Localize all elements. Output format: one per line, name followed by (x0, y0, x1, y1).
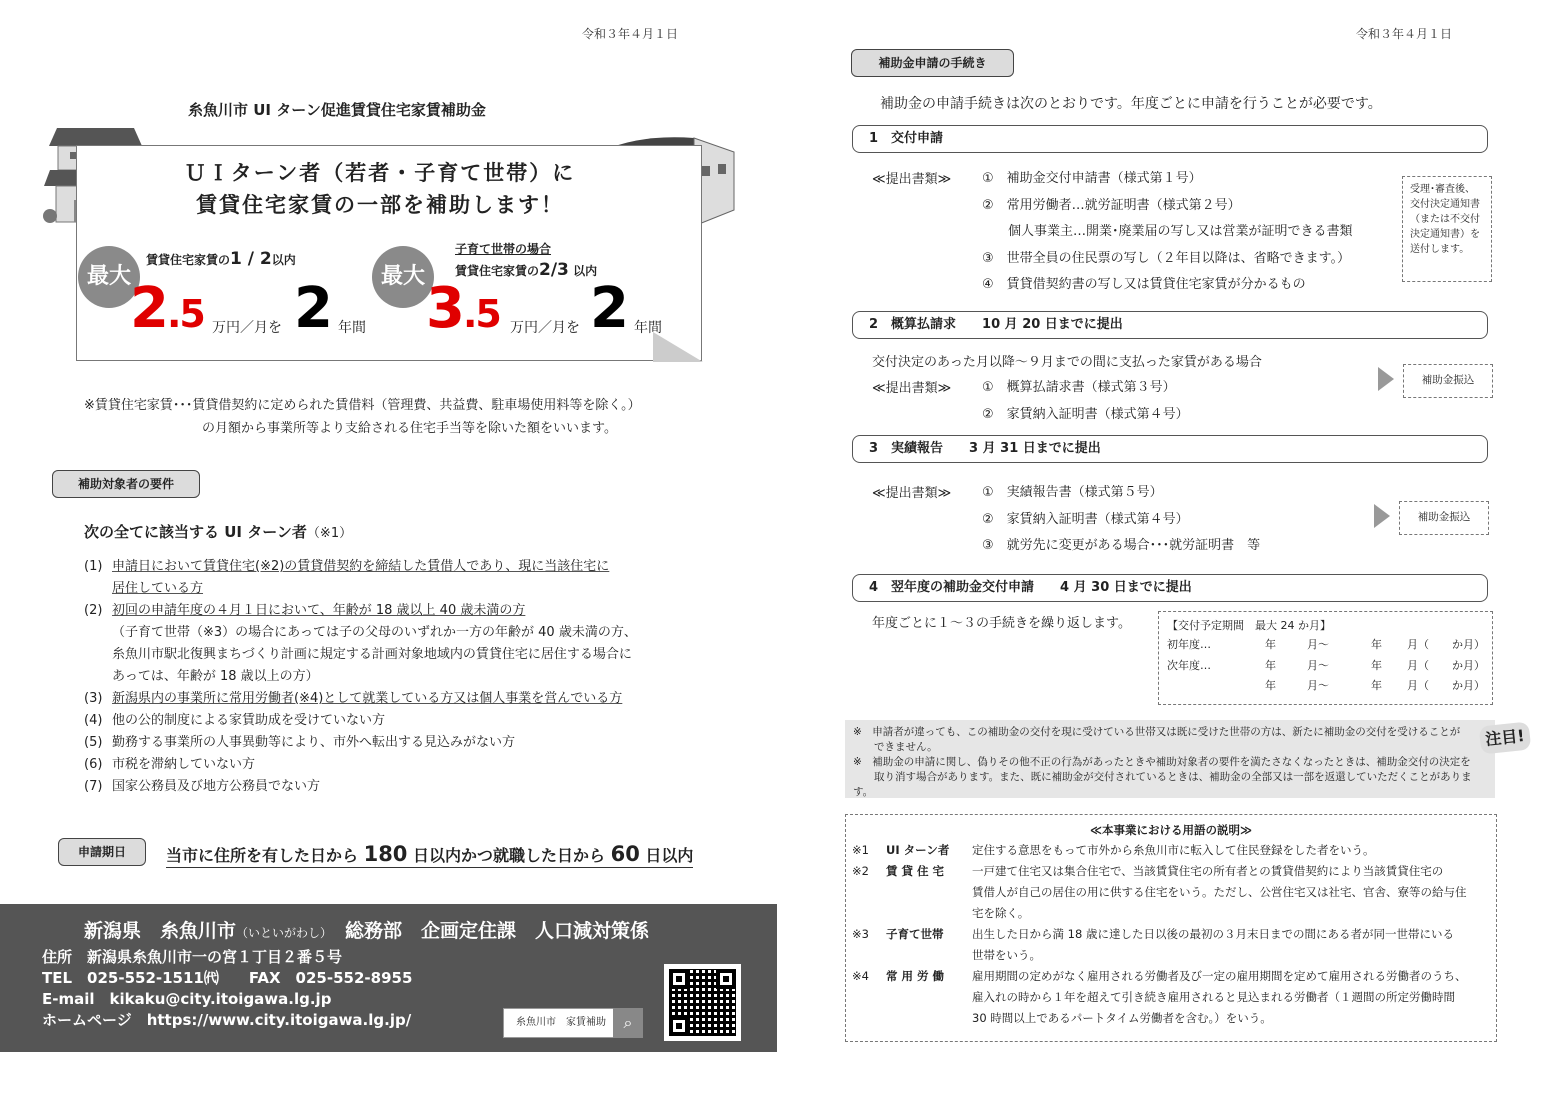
contact-footer (0, 904, 777, 1052)
banner-headline-1: ＵＩターン者（若者・子育て世帯）に (184, 161, 576, 185)
glossary-term-name: 常 用 労 働 (886, 969, 945, 983)
requirements-heading: 次の全てに該当する UI ターン者（※1） (84, 523, 353, 541)
glossary-line: 世帯をいう。 (972, 948, 1041, 962)
requirements-pill: 補助対象者の要件 (52, 470, 200, 498)
requirement-item (84, 688, 704, 710)
requirement-number: (2) (84, 603, 103, 618)
step-3-docs-label: ≪提出書類≫ (872, 486, 952, 501)
requirement-number: (5) (84, 735, 103, 750)
footer-homepage[interactable]: ホームページ https://www.city.itoigawa.lg.jp/ (42, 1011, 412, 1029)
glossary-number: ※4 (852, 969, 869, 983)
period-cell: か月） (1452, 658, 1485, 672)
warning-1a: ※ 申請者が違っても、この補助金の交付を現に受けている世帯又は既に受けた世帯の方は、新たに補助金の交付を受けることが (853, 726, 1461, 738)
period-cell: 年 (1265, 658, 1276, 672)
requirement-number: (4) (84, 713, 103, 728)
right-unit: 万円／月を (510, 320, 580, 336)
glossary-line: 出生した日から満 18 歳に達した日以後の最初の３月末日までの間にある者が同一世帯にいる (972, 927, 1454, 941)
max-badge-right: 最大 (372, 246, 434, 308)
requirement-item (84, 666, 704, 688)
period-cell: 次年度… (1167, 658, 1211, 672)
search-text: 糸魚川市 家賃補助 (516, 1017, 606, 1028)
warning-2a: ※ 補助金の申請に関し、偽りその他不正の行為があったときや補助対象者の要件を満たさなくなったときは、補助金交付の決定を (853, 756, 1471, 768)
requirement-item (84, 622, 704, 644)
glossary-list (852, 840, 1492, 1029)
document-item: ② 家賃納入証明書（様式第４号） (982, 511, 1189, 527)
grant-period-box (1158, 611, 1493, 705)
arrow-right-icon (1378, 367, 1394, 391)
warning-1b: できません。 (853, 741, 938, 753)
requirement-text: 国家公務員及び地方公務員でない方 (112, 779, 321, 794)
requirement-number: (6) (84, 757, 103, 772)
period-cell: か月） (1452, 679, 1485, 692)
requirements-list (84, 556, 704, 798)
document-item: 個人事業主…開業･廃業届の写し又は営業が証明できる書類 (982, 224, 1353, 239)
glossary-definition (972, 861, 1467, 924)
period-cell: 月～ (1307, 679, 1329, 692)
period-row (1167, 634, 1484, 655)
banner-headline-2: 賃貸住宅家賃の一部を補助します！ (196, 193, 564, 217)
qr-eye (669, 1016, 689, 1036)
glossary-term-name: UI ターン者 (886, 843, 950, 857)
requirement-text: 初回の申請年度の４月１日において、年齢が 18 歳以上 40 歳未満の方 (112, 603, 526, 618)
requirement-text: 糸魚川市駅北復興まちづくり計画に規定する計画対象地域内の賃貸住宅に居住する場合に (112, 647, 632, 662)
step-3-docs (982, 480, 1260, 560)
requirement-text: 新潟県内の事業所に常用労働者(※4)として就業している方又は個人事業を営んでいる方 (112, 691, 623, 706)
requirement-number: (3) (84, 691, 103, 706)
glossary-term (852, 840, 1492, 861)
document-item: ① 補助金交付申請書（様式第１号） (982, 171, 1202, 186)
requirement-text: 申請日において賃貸住宅(※2)の賃貸借契約を締結した賃借人であり、現に当該住宅に (112, 559, 610, 574)
step-4-repeat: 年度ごとに１～３の手続きを繰り返します。 (872, 616, 1131, 631)
document-item: ① 概算払請求書（様式第３号） (982, 380, 1176, 395)
main-title: 糸魚川市 UI ターン促進賃貸住宅家賃補助金 (188, 101, 486, 119)
requirement-item (84, 732, 704, 754)
footer-org: 新潟県 糸魚川市（いといがわし） 総務部 企画定住課 人口減対策係 (84, 920, 650, 942)
warning-box (845, 720, 1495, 798)
glossary-line: 雇用期間の定めがなく雇用される労働者及び一定の雇用期間を定めて雇用される労働者のうち、 (972, 969, 1467, 983)
left-desc: 賃貸住宅家賃の1 / 2以内 (146, 249, 296, 269)
requirement-item (84, 600, 704, 622)
period-cell: 月～ (1307, 658, 1329, 672)
glossary-definition (972, 924, 1454, 966)
right-years: 2 (590, 276, 629, 341)
period-cell: 年 (1371, 679, 1382, 692)
attention-badge: 注目! (1479, 721, 1532, 754)
glossary-line: 宅を除く。 (972, 906, 1030, 920)
right-desc-top: 子育て世帯の場合 (455, 242, 552, 256)
glossary-line: 雇入れの時から１年を超えて引き続き雇用されると見込まれる労働者（１週間の所定労働時間 (972, 990, 1455, 1004)
requirement-text: あっては、年齢が 18 歳以上の方） (112, 669, 319, 684)
deadline-pill: 申請期日 (58, 838, 146, 866)
left-years-unit: 年間 (338, 320, 366, 336)
right-amount: 3.5 (426, 276, 500, 341)
period-rows (1167, 634, 1484, 696)
step-2-docs-label: ≪提出書類≫ (872, 381, 952, 396)
period-cell: 年 (1265, 679, 1276, 692)
step-3-title: 3 実績報告 3 月 31 日までに提出 (852, 435, 1488, 463)
glossary-line: 一戸建て住宅又は集合住宅で、当該賃貸住宅の所有者との賃貸借契約により当該賃貸住宅の (972, 864, 1444, 878)
footer-tel: TEL 025-552-1511㈹ FAX 025-552-8955 (42, 969, 413, 987)
period-cell: 月（ (1407, 679, 1429, 692)
requirement-item (84, 754, 704, 776)
definition-note-1: ※賃貸住宅家賃･･･賃貸借契約に定められた賃借料（管理費、共益費、駐車場使用料等を除く。） (84, 398, 641, 413)
definition-note-2: の月額から事業所等より支給される住宅手当等を除いた額をいいます。 (202, 421, 617, 436)
requirement-text: 居住している方 (112, 581, 204, 596)
glossary-term (852, 861, 1492, 924)
requirement-number (84, 622, 112, 644)
period-cell: 年 (1265, 638, 1276, 651)
step-1-side-note: 受理･審査後、交付決定通知書（または不交付決定通知書）を送付します。 (1402, 176, 1492, 282)
step-2-side-note: 補助金振込 (1403, 364, 1493, 398)
arrow-right-icon (1374, 504, 1390, 528)
glossary-term-name: 子育て世帯 (886, 927, 944, 941)
period-title: 【交付予定期間 最大 24 か月】 (1167, 619, 1331, 632)
period-cell: 月（ (1407, 658, 1429, 672)
glossary-definition (972, 966, 1467, 1029)
period-cell: 初年度… (1167, 638, 1211, 651)
glossary-term (852, 924, 1492, 966)
glossary-definition (972, 840, 1375, 861)
requirement-item (84, 776, 704, 798)
qr-pattern (669, 969, 736, 1036)
step-2-condition: 交付決定のあった月以降～９月までの間に支払った家賃がある場合 (872, 355, 1262, 370)
requirement-number: (7) (84, 779, 103, 794)
document-item: ③ 世帯全員の住民票の写し（２年目以降は、省略できます。） (982, 250, 1351, 266)
procedure-intro: 補助金の申請手続きは次のとおりです。年度ごとに申請を行うことが必要です。 (880, 96, 1382, 112)
period-row (1167, 675, 1484, 696)
period-row (1167, 655, 1484, 676)
requirement-text: 勤務する事業所の人事異動等により、市外へ転出する見込みがない方 (112, 735, 516, 750)
requirement-number: (1) (84, 559, 103, 574)
period-cell: 月（ (1407, 638, 1429, 651)
footer-address: 住所 新潟県糸魚川市一の宮１丁目２番５号 (42, 948, 343, 966)
deadline-text: 当市に住所を有した日から 180 日以内かつ就職した日から 60 日以内 (166, 842, 694, 866)
step-1-docs-label: ≪提出書類≫ (872, 172, 952, 187)
period-cell: か月） (1452, 638, 1485, 651)
left-years: 2 (294, 276, 333, 341)
document-item: ② 家賃納入証明書（様式第４号） (982, 406, 1189, 422)
document-item: ② 常用労働者…就労証明書（様式第２号） (982, 197, 1241, 213)
glossary-line: 定住する意思をもって市外から糸魚川市に転入して住民登録をした者をいう。 (972, 843, 1375, 857)
glossary-line: 30 時間以上であるパートタイム労働者を含む。）をいう。 (972, 1011, 1272, 1025)
glossary-number: ※3 (852, 927, 869, 941)
step-2-docs (982, 375, 1189, 428)
left-amount: 2.5 (130, 276, 204, 341)
step-1-title: 1 交付申請 (852, 125, 1488, 153)
date-left: 令和３年４月１日 (582, 27, 679, 41)
procedure-pill: 補助金申請の手続き (851, 49, 1014, 77)
qr-eye (716, 969, 736, 989)
period-cell: 月～ (1307, 638, 1329, 651)
requirement-item (84, 710, 704, 732)
right-desc: 賃貸住宅家賃の2/3 以内 (455, 260, 598, 280)
date-right: 令和３年４月１日 (1356, 27, 1453, 41)
period-cell: 年 (1371, 658, 1382, 672)
document-item: ③ 就労先に変更がある場合･･･就労証明書 等 (982, 538, 1261, 553)
requirement-number (84, 578, 112, 600)
step-1-docs (982, 166, 1353, 299)
search-icon[interactable]: ⌕ (613, 1008, 643, 1038)
period-cell: 年 (1371, 638, 1382, 651)
requirement-item (84, 644, 704, 666)
glossary-line: 賃借人が自己の居住の用に供する住宅をいう。ただし、公営住宅又は社宅、官舎、寮等の給与住 (972, 885, 1467, 899)
requirement-number (84, 666, 112, 688)
requirement-item (84, 578, 704, 600)
document-item: ① 実績報告書（様式第５号） (982, 485, 1163, 500)
requirement-item (84, 556, 704, 578)
step-2-title: 2 概算払請求 10 月 20 日までに提出 (852, 311, 1488, 339)
left-unit: 万円／月を (212, 320, 282, 336)
step-4-title: 4 翌年度の補助金交付申請 4 月 30 日までに提出 (852, 574, 1488, 602)
document-item: ④ 賃貸借契約書の写し又は賃貸住宅家賃が分かるもの (982, 277, 1306, 292)
glossary-title: ≪本事業における用語の説明≫ (1089, 823, 1253, 837)
requirement-text: （子育て世帯（※3）の場合にあっては子の父母のいずれか一方の年齢が 40 歳未満の方、 (112, 625, 637, 640)
qr-eye (669, 969, 689, 989)
footer-email[interactable]: E-mail kikaku@city.itoigawa.lg.jp (42, 990, 332, 1008)
step-3-side-note: 補助金振込 (1399, 501, 1489, 535)
requirement-text: 他の公的制度による家賃助成を受けていない方 (112, 713, 386, 728)
warning-2b: 取り消す場合があります。また、既に補助金が交付されているときは、補助金の全部又は一部を返還していただくことがあります。 (853, 771, 1472, 798)
requirement-number (84, 644, 112, 666)
requirement-text: 市税を滞納していない方 (112, 757, 256, 772)
right-years-unit: 年間 (634, 320, 662, 336)
max-badge-left: 最大 (78, 246, 140, 308)
glossary-number: ※1 (852, 843, 869, 857)
glossary-term-name: 賃 貸 住 宅 (886, 864, 945, 878)
glossary-number: ※2 (852, 864, 869, 878)
qr-code[interactable] (664, 964, 741, 1041)
search-box[interactable] (503, 1008, 643, 1038)
glossary-term (852, 966, 1492, 1029)
